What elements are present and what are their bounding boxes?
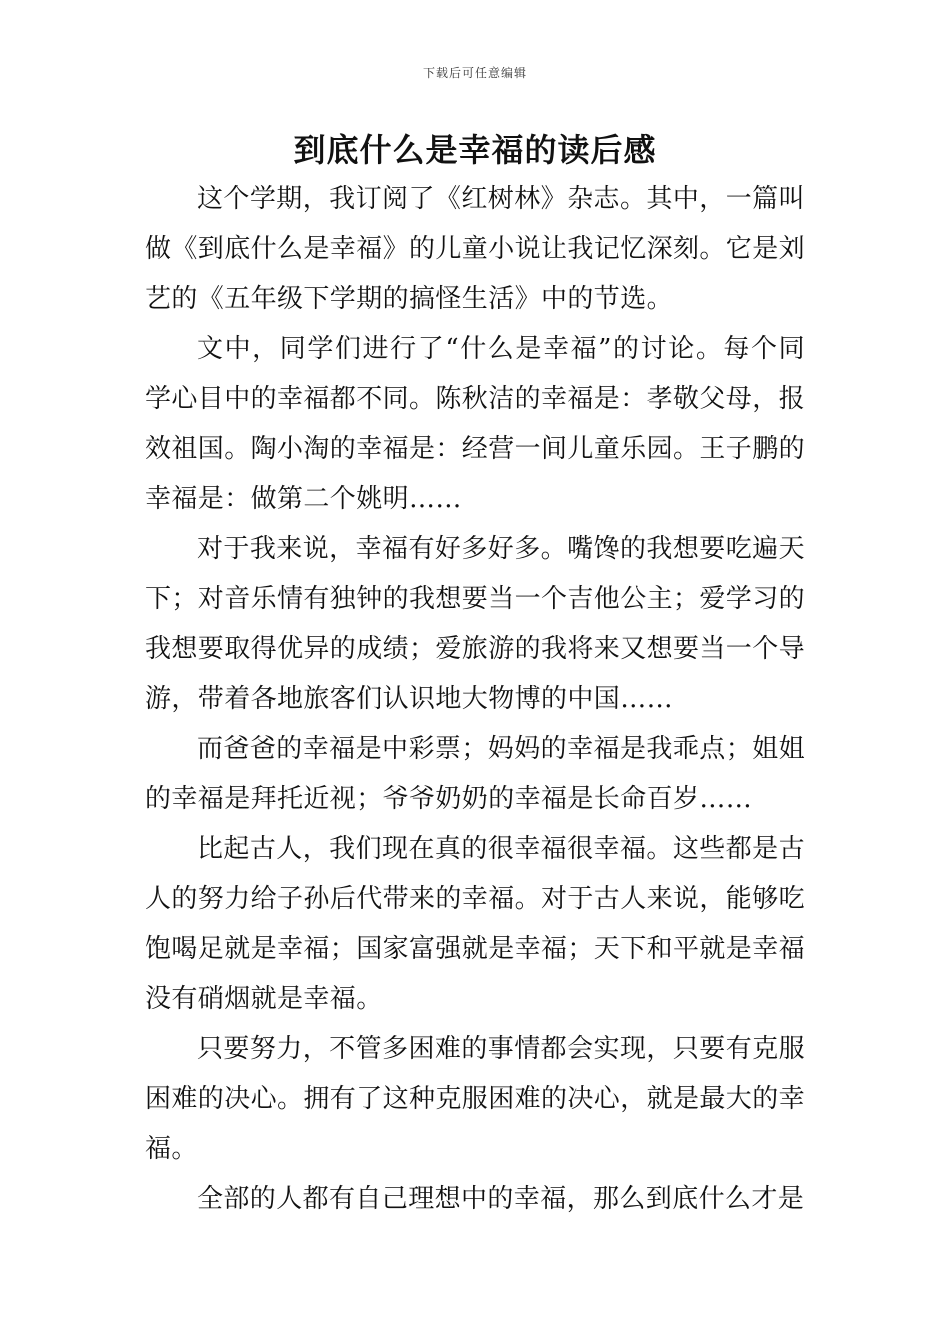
paragraph: 只要努力，不管多困难的事情都会实现，只要有克服困难的决心。拥有了这种克服困难的决心，就是最大的幸福。: [145, 1034, 806, 1164]
paragraph: 文中，同学们进行了“什么是幸福”的讨论。每个同学心目中的幸福都不同。陈秋洁的幸福是：孝敬父母，报效祖国。陶小淘的幸福是：经营一间儿童乐园。王子鹏的幸福是：做第二个姚明……: [145, 334, 806, 514]
paragraph: 全部的人都有自己理想中的幸福，那么到底什么才是: [197, 1184, 805, 1214]
paragraph: 对于我来说，幸福有好多好多。嘴馋的我想要吃遍天下；对音乐情有独钟的我想要当一个吉他公主；爱学习的我想要取得优异的成绩；爱旅游的我将来又想要当一个导游，带着各地旅客们认识地大物博的中国……: [145, 534, 806, 714]
article-body: [145, 174, 805, 1224]
page-title: 到底什么是幸福的读后感: [293, 131, 657, 169]
header-note: 下载后可任意编辑: [422, 66, 527, 80]
paragraph: 比起古人，我们现在真的很幸福很幸福。这些都是古人的努力给子孙后代带来的幸福。对于古人来说，能够吃饱喝足就是幸福；国家富强就是幸福；天下和平就是幸福没有硝烟就是幸福。: [145, 834, 806, 1014]
paragraph: 而爸爸的幸福是中彩票；妈妈的幸福是我乖点；姐姐的幸福是拜托近视；爷爷奶奶的幸福是长命百岁……: [145, 734, 805, 814]
paragraph: 这个学期，我订阅了《红树林》杂志。其中，一篇叫做《到底什么是幸福》的儿童小说让我记忆深刻。它是刘艺的《五年级下学期的搞怪生活》中的节选。: [145, 184, 806, 314]
